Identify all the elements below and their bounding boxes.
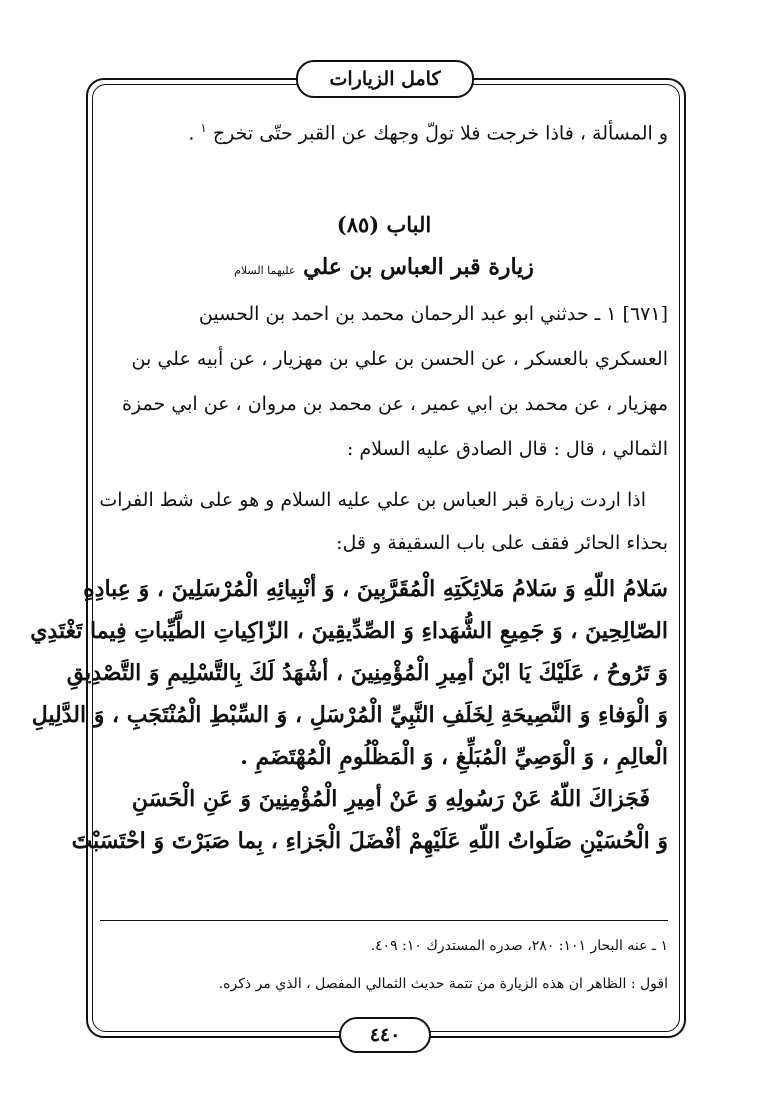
page-number-tab <box>339 1017 431 1053</box>
honorific: عليهما السلام <box>234 264 296 278</box>
instruction-line-1: اذا اردت زيارة قبر العباس بن علي عليه السلام و هو على شط الفرات <box>99 489 646 512</box>
intro-end: . <box>188 122 195 145</box>
footnote-1: ١ ـ عنه البحار ١٠١: ٢٨٠، صدره المستدرك ١٠: ٤٠٩. <box>370 938 668 954</box>
supplication-line-3: وَ تَرُوحُ ، عَلَيْكَ يَا ابْنَ أمِيرِ الْمُؤْمِنِينَ ، أشْهَدُ لَكَ بِالتَّسْلِيمِ وَ التَّصْدِيقِ <box>66 660 668 687</box>
supplication-line-2: الصّالِحِينَ ، وَ جَمِيعِ الشُّهَداءِ وَ الصِّدِّيقِينَ ، الزّاكِياتِ الطَّيِّباتِ فِيما تَغْتَدِي <box>30 618 668 645</box>
spacer <box>100 960 668 970</box>
footnote-rule <box>100 920 668 921</box>
intro-text: و المسألة ، فاذا خرجت فلا تولّ وجهك عن القبر حتّى تخرج <box>212 122 668 145</box>
hadith-line-4: الثمالي ، قال : قال الصادق عليه السلام : <box>346 438 668 461</box>
supplication-line-1: سَلامُ اللّهِ وَ سَلامُ مَلائِكَتِهِ الْمُقَرَّبِينَ ، وَ أنْبِيائِهِ الْمُرْسَلِينَ ، وَ عِبادِهِ <box>83 576 668 603</box>
hadith-line-3: مهزيار ، عن محمد بن ابي عمير ، عن محمد بن مروان ، عن ابي حمزة <box>122 393 668 416</box>
footnotes <box>100 932 668 998</box>
spacer <box>100 152 668 204</box>
instruction-line-2: بحذاء الحائر فقف على باب السقيفة و قل: <box>336 532 668 555</box>
footnote-2: اقول : الظاهر ان هذه الزيارة من تتمة حديث الثمالي المفصل ، الذي مر ذكره. <box>218 976 668 992</box>
book-title: كامل الزيارات <box>329 68 441 90</box>
page-number: ٤٤٠ <box>369 1024 401 1046</box>
chapter-title-line <box>100 246 668 292</box>
hadith-line-2: العسكري بالعسكر ، عن الحسن بن علي بن مهزيار ، عن أبيه علي بن <box>131 348 668 371</box>
supplication-line-4: وَ الْوَفاءِ وَ النَّصِيحَةِ لِخَلَفِ النَّبِيِّ الْمُرْسَلِ ، وَ السِّبْطِ الْمُنْتَجَبِ ، وَ الدَّلِيلِ <box>31 702 668 729</box>
supplication-line-6: فَجَزاكَ اللّهُ عَنْ رَسُولِهِ وَ عَنْ أمِيرِ الْمُؤْمِنِينَ وَ عَنِ الْحَسَنِ <box>131 786 650 813</box>
supplication-line-7: وَ الْحُسَيْنِ صَلَواتُ اللّهِ عَلَيْهِمْ أفْضَلَ الْجَزاءِ ، بِما صَبَرْتَ وَ احْتَسَبْتَ <box>71 828 668 855</box>
chapter-heading: الباب (٨٥) <box>336 212 432 238</box>
main-text <box>30 106 668 862</box>
footnote-ref: ١ <box>200 121 207 135</box>
running-header <box>296 60 474 98</box>
chapter-title: زيارة قبر العباس بن علي <box>303 254 534 281</box>
hadith-line-1: [٦٧١] ١ ـ حدثني ابو عبد الرحمان محمد بن احمد بن الحسين <box>198 303 668 326</box>
supplication-line-5: الْعالِمِ ، وَ الْوَصِيِّ الْمُبَلِّغِ ، وَ الْمَظْلُومِ الْمُهْتَضَمِ . <box>240 744 668 771</box>
intro-line <box>100 110 668 152</box>
